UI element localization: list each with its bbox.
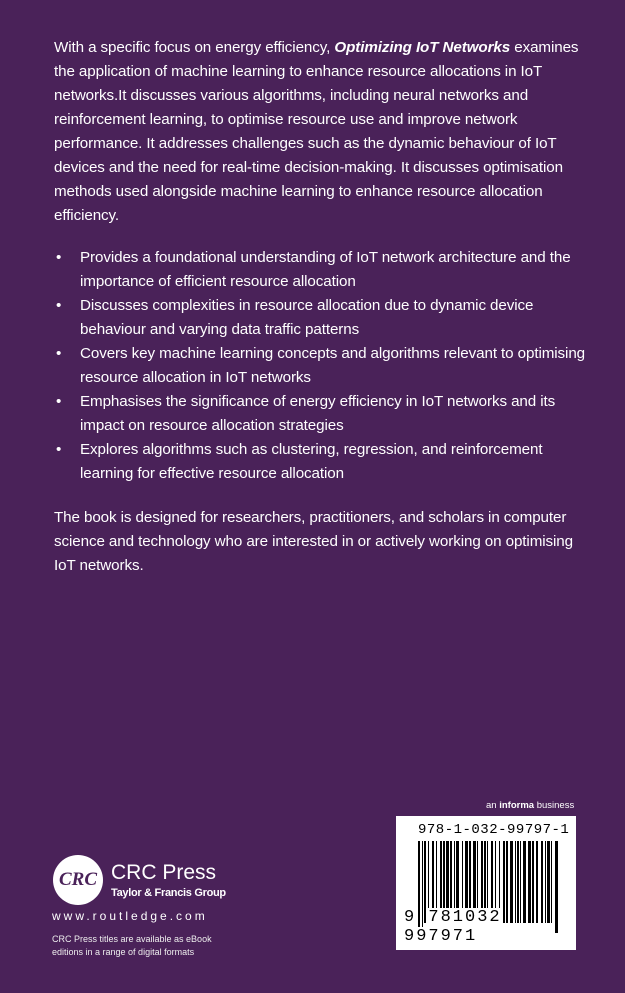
intro-text: With a specific focus on energy efficiency,	[54, 39, 335, 56]
intro-text-cont: examines the application of machine learning to enhance resource allocations in IoT networks.It discusses various algorithms, including neural networks and reinforcement learning, to optimise resource use and improve network performance. It addresses challenges such as the dynamic behaviour of IoT devices and the need for real-time decision-making. It discusses optimisation methods used alongside machine learning to enhance resource allocation efficiency.	[54, 39, 579, 224]
isbn-barcode	[396, 816, 576, 950]
closing-paragraph: The book is designed for researchers, practitioners, and scholars in computer science and technology who are interested in or actively working on optimising IoT networks.	[54, 509, 573, 574]
back-cover-blurb	[54, 36, 594, 578]
publisher-name: CRC Press	[111, 861, 217, 884]
informa-tagline	[486, 800, 574, 811]
intro-paragraph	[54, 36, 594, 228]
informa-prefix: an	[486, 800, 500, 811]
ean-digits	[404, 908, 576, 946]
ean-right: 997971	[404, 927, 478, 946]
crc-logo	[53, 855, 103, 905]
ean-first: 9	[404, 908, 417, 927]
feature-list	[54, 246, 594, 486]
book-title: Optimizing IoT Networks	[334, 39, 511, 56]
list-item: • Discusses complexities in resource allocation due to dynamic device behaviour and varying data traffic patterns	[54, 294, 594, 342]
publisher-group: Taylor & Francis Group	[111, 887, 226, 899]
list-item: • Covers key machine learning concepts and algorithms relevant to optimising resource allocation in IoT networks	[54, 342, 594, 390]
informa-brand: informa	[499, 800, 535, 811]
list-item: • Explores algorithms such as clustering, regression, and reinforcement learning for effective resource allocation	[54, 438, 594, 486]
list-item: • Emphasises the significance of energy efficiency in IoT networks and its impact on resource allocation strategies	[54, 390, 594, 438]
publisher-url[interactable]: www.routledge.com	[52, 909, 208, 923]
informa-suffix: business	[534, 800, 575, 811]
list-item: • Provides a foundational understanding of IoT network architecture and the importance of efficient resource allocation	[54, 246, 594, 294]
ean-left: 781032	[428, 908, 502, 927]
crc-logo-text: CRC	[58, 869, 98, 890]
isbn-text: 978-1-032-99797-1	[418, 822, 570, 838]
ebook-note: CRC Press titles are available as eBook editions in a range of digital formats	[52, 934, 212, 957]
